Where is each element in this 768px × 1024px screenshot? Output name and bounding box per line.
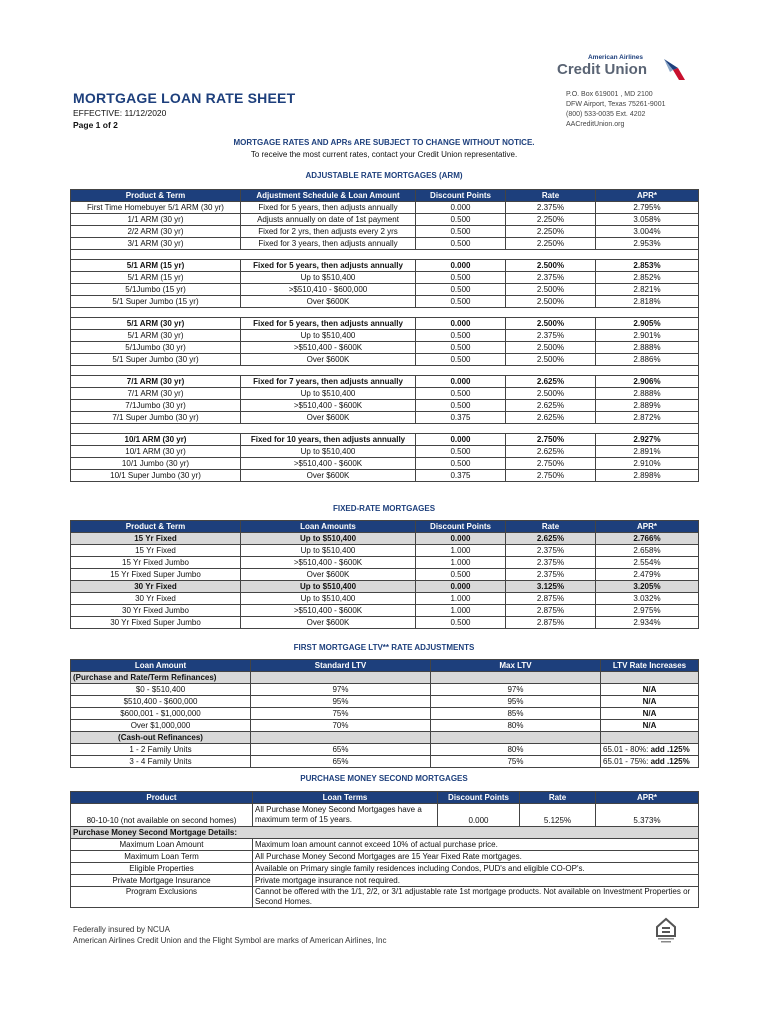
spacer-cell xyxy=(71,424,699,434)
table-cell: 70% xyxy=(251,720,431,732)
table-row xyxy=(71,720,699,732)
table-cell: 7/1 Super Jumbo (30 yr) xyxy=(71,412,241,424)
table-row xyxy=(71,470,699,482)
table-cell: 2.888% xyxy=(596,342,699,354)
table-cell: 2.888% xyxy=(596,388,699,400)
table-cell: 2.898% xyxy=(596,470,699,482)
table-cell: Fixed for 7 years, then adjusts annually xyxy=(241,376,416,388)
ltv-section-title: FIRST MORTGAGE LTV** RATE ADJUSTMENTS xyxy=(293,643,475,652)
credit-union-logo xyxy=(557,54,687,84)
table-cell: $510,400 - $600,000 xyxy=(71,696,251,708)
table-cell: Over $600K xyxy=(241,569,416,581)
table-cell: First Time Homebuyer 5/1 ARM (30 yr) xyxy=(71,202,241,214)
table-header-row xyxy=(71,190,699,202)
table-cell: 15 Yr Fixed Jumbo xyxy=(71,557,241,569)
table-cell: $600,001 - $1,000,000 xyxy=(71,708,251,720)
table-cell: 2.818% xyxy=(596,296,699,308)
table-cell: 2.625% xyxy=(506,400,596,412)
table-cell: 97% xyxy=(431,684,601,696)
table-row xyxy=(71,617,699,629)
empty-cell xyxy=(601,672,699,684)
second-section-title: PURCHASE MONEY SECOND MORTGAGES xyxy=(300,774,468,783)
table-cell: 2.934% xyxy=(596,617,699,629)
logo-small-text: American Airlines xyxy=(587,54,643,61)
table-cell: 80% xyxy=(431,720,601,732)
arm-section-title: ADJUSTABLE RATE MORTGAGES (ARM) xyxy=(305,171,463,180)
column-header: APR* xyxy=(596,792,699,804)
arm-table xyxy=(70,189,699,482)
table-row xyxy=(71,434,699,446)
table-cell: 3.205% xyxy=(596,581,699,593)
table-cell: 2.795% xyxy=(596,202,699,214)
spacer-cell xyxy=(71,308,699,318)
column-header: Loan Amount xyxy=(71,660,251,672)
table-cell: Over $600K xyxy=(241,412,416,424)
table-cell: 2.500% xyxy=(506,260,596,272)
table-cell: 30 Yr Fixed xyxy=(71,593,241,605)
column-header: Adjustment Schedule & Loan Amount xyxy=(241,190,416,202)
table-cell: 2.750% xyxy=(506,434,596,446)
table-cell: 65% xyxy=(251,744,431,756)
table-cell: 2.953% xyxy=(596,238,699,250)
phone-line: (800) 533-0035 Ext. 4202 xyxy=(566,111,646,118)
table-row xyxy=(71,296,699,308)
table-cell: 2.375% xyxy=(506,272,596,284)
table-cell: Up to $510,400 xyxy=(241,446,416,458)
table-cell: >$510,400 - $600K xyxy=(241,400,416,412)
page-number: Page 1 of 2 xyxy=(73,120,118,130)
table-cell: 0.500 xyxy=(416,400,506,412)
table-cell: 2.250% xyxy=(506,226,596,238)
table-row xyxy=(71,593,699,605)
table-cell: 5/1Jumbo (30 yr) xyxy=(71,342,241,354)
group-label: (Purchase and Rate/Term Refinances) xyxy=(71,672,251,684)
table-cell: 7/1Jumbo (30 yr) xyxy=(71,400,241,412)
table-cell: 2.250% xyxy=(506,238,596,250)
table-cell: 2.891% xyxy=(596,446,699,458)
table-cell: 2.875% xyxy=(506,617,596,629)
table-cell: 0.375 xyxy=(416,470,506,482)
logo-big-text: Credit Union xyxy=(557,61,647,78)
empty-cell xyxy=(431,732,601,744)
table-cell: 0.000 xyxy=(438,804,520,827)
table-subheader-row xyxy=(71,732,699,744)
table-cell: 3.125% xyxy=(506,581,596,593)
table-cell: 1/1 ARM (30 yr) xyxy=(71,214,241,226)
table-cell: 2.852% xyxy=(596,272,699,284)
table-cell: 0.500 xyxy=(416,238,506,250)
table-row xyxy=(71,318,699,330)
column-header: Loan Amounts xyxy=(241,521,416,533)
table-cell: 1.000 xyxy=(416,593,506,605)
table-header-row xyxy=(71,521,699,533)
table-cell: Up to $510,400 xyxy=(241,581,416,593)
table-row xyxy=(71,708,699,720)
table-cell: Fixed for 10 years, then adjusts annually xyxy=(241,434,416,446)
table-cell: 0.500 xyxy=(416,214,506,226)
column-header: Discount Points xyxy=(416,521,506,533)
column-header: Standard LTV xyxy=(251,660,431,672)
spacer-cell xyxy=(71,366,699,376)
table-cell: 2.975% xyxy=(596,605,699,617)
table-cell: 2.554% xyxy=(596,557,699,569)
table-cell: 0.500 xyxy=(416,342,506,354)
table-cell: 2.500% xyxy=(506,388,596,400)
table-cell: 2.906% xyxy=(596,376,699,388)
table-cell: Fixed for 5 years, then adjusts annually xyxy=(241,318,416,330)
table-cell: Up to $510,400 xyxy=(241,545,416,557)
table-cell: 1.000 xyxy=(416,605,506,617)
ltv-range: 65.01 - 80%: xyxy=(603,744,651,754)
table-cell: 1.000 xyxy=(416,557,506,569)
table-cell: 30 Yr Fixed Jumbo xyxy=(71,605,241,617)
table-cell: 0.500 xyxy=(416,226,506,238)
fixed-section-title: FIXED-RATE MORTGAGES xyxy=(332,504,436,513)
table-cell: Fixed for 2 yrs, then adjusts every 2 yrs xyxy=(241,226,416,238)
table-row xyxy=(71,581,699,593)
table-cell: 2.886% xyxy=(596,354,699,366)
address-line: P.O. Box 619001 , MD 2100 xyxy=(566,91,653,98)
address-line: DFW Airport, Texas 75261-9001 xyxy=(566,101,666,108)
ltv-increase-cell xyxy=(601,744,699,756)
table-cell: Up to $510,400 xyxy=(241,388,416,400)
table-cell: 95% xyxy=(431,696,601,708)
table-cell: 2.500% xyxy=(506,284,596,296)
contact-notice: To receive the most current rates, contact your Credit Union representative. xyxy=(250,150,518,159)
table-cell: Over $1,000,000 xyxy=(71,720,251,732)
table-cell: 0.500 xyxy=(416,388,506,400)
table-cell: 2.889% xyxy=(596,400,699,412)
table-row xyxy=(71,684,699,696)
table-cell: >$510,400 - $600K xyxy=(241,458,416,470)
spacer-row xyxy=(71,308,699,318)
empty-cell xyxy=(601,732,699,744)
table-row xyxy=(71,863,699,875)
table-cell: 80% xyxy=(431,744,601,756)
table-cell: 2.500% xyxy=(506,296,596,308)
detail-label: Eligible Properties xyxy=(71,863,253,875)
table-cell: 30 Yr Fixed xyxy=(71,581,241,593)
ltv-increase-cell xyxy=(601,756,699,768)
table-row xyxy=(71,804,699,827)
details-label: Purchase Money Second Mortgage Details: xyxy=(71,827,699,839)
table-cell: 15 Yr Fixed Super Jumbo xyxy=(71,569,241,581)
effective-date: EFFECTIVE: 11/12/2020 xyxy=(73,108,167,118)
table-cell: 0.500 xyxy=(416,569,506,581)
table-row xyxy=(71,354,699,366)
table-cell: 0.000 xyxy=(416,376,506,388)
table-cell: 15 Yr Fixed xyxy=(71,533,241,545)
table-cell: 0.000 xyxy=(416,434,506,446)
table-cell: 2.625% xyxy=(506,446,596,458)
table-cell: 2.500% xyxy=(506,354,596,366)
table-row xyxy=(71,533,699,545)
table-cell: 0.500 xyxy=(416,272,506,284)
table-row xyxy=(71,400,699,412)
table-cell: 2.375% xyxy=(506,202,596,214)
table-cell: N/A xyxy=(601,720,699,732)
table-cell: 10/1 ARM (30 yr) xyxy=(71,434,241,446)
table-cell: 3.032% xyxy=(596,593,699,605)
table-cell: 0.500 xyxy=(416,446,506,458)
table-cell: Over $600K xyxy=(241,296,416,308)
table-row xyxy=(71,569,699,581)
table-cell: 10/1 ARM (30 yr) xyxy=(71,446,241,458)
table-cell: >$510,410 - $600,000 xyxy=(241,284,416,296)
table-cell: 0.500 xyxy=(416,617,506,629)
table-cell: 0.000 xyxy=(416,260,506,272)
table-cell: Fixed for 3 years, then adjusts annually xyxy=(241,238,416,250)
table-cell: 85% xyxy=(431,708,601,720)
table-row xyxy=(71,851,699,863)
table-cell: $0 - $510,400 xyxy=(71,684,251,696)
table-cell: 2.625% xyxy=(506,376,596,388)
ltv-range: 65.01 - 75%: xyxy=(603,756,651,766)
table-row xyxy=(71,887,699,908)
table-row xyxy=(71,342,699,354)
column-header: Max LTV xyxy=(431,660,601,672)
table-cell: Up to $510,400 xyxy=(241,533,416,545)
table-cell: 5/1 ARM (15 yr) xyxy=(71,260,241,272)
column-header: Product & Term xyxy=(71,521,241,533)
table-cell: 0.500 xyxy=(416,284,506,296)
detail-value: Available on Primary single family residences including Condos, PUD's and eligible CO-OP's. xyxy=(253,863,699,875)
detail-label: Maximum Loan Term xyxy=(71,851,253,863)
table-cell: 3.058% xyxy=(596,214,699,226)
table-cell: 5/1 ARM (30 yr) xyxy=(71,330,241,342)
table-cell: 0.000 xyxy=(416,533,506,545)
table-cell: 10/1 Super Jumbo (30 yr) xyxy=(71,470,241,482)
detail-label: Program Exclusions xyxy=(71,887,253,908)
table-row xyxy=(71,458,699,470)
table-cell: Over $600K xyxy=(241,617,416,629)
table-cell: Fixed for 5 years, then adjusts annually xyxy=(241,202,416,214)
table-cell: 2.625% xyxy=(506,412,596,424)
table-cell: 2.375% xyxy=(506,545,596,557)
column-header: APR* xyxy=(596,190,699,202)
table-cell: 3/1 ARM (30 yr) xyxy=(71,238,241,250)
table-cell: 0.375 xyxy=(416,412,506,424)
footer xyxy=(73,924,386,946)
table-cell: 2.375% xyxy=(506,330,596,342)
table-cell: 2.875% xyxy=(506,605,596,617)
column-header: APR* xyxy=(596,521,699,533)
website-line: AACreditUnion.org xyxy=(566,121,625,128)
column-header: Rate xyxy=(520,792,596,804)
table-cell: 5.373% xyxy=(596,804,699,827)
column-header: Product xyxy=(71,792,253,804)
spacer-cell xyxy=(71,250,699,260)
table-cell: Adjusts annually on date of 1st payment xyxy=(241,214,416,226)
table-cell: 2.750% xyxy=(506,458,596,470)
table-row xyxy=(71,557,699,569)
table-cell: 15 Yr Fixed xyxy=(71,545,241,557)
column-header: Discount Points xyxy=(416,190,506,202)
table-cell: Over $600K xyxy=(241,354,416,366)
table-row xyxy=(71,756,699,768)
table-row xyxy=(71,605,699,617)
second-table xyxy=(70,791,699,908)
table-cell: 1.000 xyxy=(416,545,506,557)
table-cell: N/A xyxy=(601,696,699,708)
table-cell: 5/1 Super Jumbo (15 yr) xyxy=(71,296,241,308)
table-row xyxy=(71,272,699,284)
empty-cell xyxy=(431,672,601,684)
page-title: MORTGAGE LOAN RATE SHEET xyxy=(73,90,296,106)
table-cell: 0.000 xyxy=(416,318,506,330)
table-cell: 2.901% xyxy=(596,330,699,342)
table-cell: Up to $510,400 xyxy=(241,272,416,284)
table-row xyxy=(71,330,699,342)
fixed-table xyxy=(70,520,699,629)
table-cell: 0.500 xyxy=(416,458,506,470)
table-cell: 7/1 ARM (30 yr) xyxy=(71,388,241,400)
detail-value: Private mortgage insurance not required. xyxy=(253,875,699,887)
table-cell: 65% xyxy=(251,756,431,768)
table-cell: 5/1 ARM (30 yr) xyxy=(71,318,241,330)
table-cell: 2.500% xyxy=(506,342,596,354)
address-block xyxy=(566,90,665,130)
detail-label: Private Mortgage Insurance xyxy=(71,875,253,887)
table-cell: 0.500 xyxy=(416,354,506,366)
table-cell: >$510,400 - $600K xyxy=(241,342,416,354)
table-row xyxy=(71,214,699,226)
table-row xyxy=(71,412,699,424)
ltv-table xyxy=(70,659,699,768)
table-row xyxy=(71,545,699,557)
column-header: Rate xyxy=(506,190,596,202)
column-header: Rate xyxy=(506,521,596,533)
table-cell: 97% xyxy=(251,684,431,696)
detail-label: Maximum Loan Amount xyxy=(71,839,253,851)
empty-cell xyxy=(251,672,431,684)
equal-housing-opportunity-icon xyxy=(655,916,677,944)
table-cell: 2.821% xyxy=(596,284,699,296)
table-cell: 2.910% xyxy=(596,458,699,470)
table-cell: All Purchase Money Second Mortgages have a maximum term of 15 years. xyxy=(253,804,438,827)
table-cell: 2.875% xyxy=(506,593,596,605)
table-cell: 3.004% xyxy=(596,226,699,238)
table-row xyxy=(71,260,699,272)
table-cell: N/A xyxy=(601,684,699,696)
table-cell: 3 - 4 Family Units xyxy=(71,756,251,768)
table-cell: 30 Yr Fixed Super Jumbo xyxy=(71,617,241,629)
table-cell: >$510,400 - $600K xyxy=(241,557,416,569)
table-cell: 5.125% xyxy=(520,804,596,827)
column-header: Discount Points xyxy=(438,792,520,804)
detail-value: Cannot be offered with the 1/1, 2/2, or 3/1 adjustable rate 1st mortgage products. Not available on Investment Properties or Second Homes. xyxy=(253,887,699,908)
table-row xyxy=(71,388,699,400)
spacer-row xyxy=(71,250,699,260)
table-row xyxy=(71,238,699,250)
trademark-notice: American Airlines Credit Union and the Flight Symbol are marks of American Airlines, Inc xyxy=(73,936,387,945)
table-row xyxy=(71,446,699,458)
column-header: Loan Terms xyxy=(253,792,438,804)
table-cell: 2.766% xyxy=(596,533,699,545)
table-cell: N/A xyxy=(601,708,699,720)
table-row xyxy=(71,744,699,756)
column-header: Product & Term xyxy=(71,190,241,202)
flight-symbol-icon xyxy=(661,56,687,82)
table-row xyxy=(71,284,699,296)
column-header: LTV Rate Increases xyxy=(601,660,699,672)
table-cell: 2.479% xyxy=(596,569,699,581)
table-row xyxy=(71,376,699,388)
table-cell: 2.250% xyxy=(506,214,596,226)
ncua-notice: Federally insured by NCUA xyxy=(73,925,170,934)
table-header-row xyxy=(71,660,699,672)
table-cell: 2.927% xyxy=(596,434,699,446)
table-cell: 2/2 ARM (30 yr) xyxy=(71,226,241,238)
table-cell: Fixed for 5 years, then adjusts annually xyxy=(241,260,416,272)
table-row xyxy=(71,202,699,214)
spacer-row xyxy=(71,424,699,434)
table-cell: >$510,400 - $600K xyxy=(241,605,416,617)
table-header-row xyxy=(71,792,699,804)
table-row xyxy=(71,839,699,851)
table-cell: 10/1 Jumbo (30 yr) xyxy=(71,458,241,470)
table-cell: 1 - 2 Family Units xyxy=(71,744,251,756)
table-cell: 0.500 xyxy=(416,330,506,342)
table-cell: 2.905% xyxy=(596,318,699,330)
rate-change-notice: MORTGAGE RATES AND APRs ARE SUBJECT TO CHANGE WITHOUT NOTICE. xyxy=(233,138,535,147)
table-cell: 80-10-10 (not available on second homes) xyxy=(71,804,253,827)
group-label: (Cash-out Refinances) xyxy=(71,732,251,744)
table-cell: 75% xyxy=(431,756,601,768)
table-cell: 2.853% xyxy=(596,260,699,272)
table-cell: 2.500% xyxy=(506,318,596,330)
table-cell: 2.625% xyxy=(506,533,596,545)
detail-value: All Purchase Money Second Mortgages are 15 Year Fixed Rate mortgages. xyxy=(253,851,699,863)
table-cell: 5/1 ARM (15 yr) xyxy=(71,272,241,284)
table-cell: 7/1 ARM (30 yr) xyxy=(71,376,241,388)
table-cell: Up to $510,400 xyxy=(241,330,416,342)
table-cell: 0.000 xyxy=(416,581,506,593)
table-cell: 0.500 xyxy=(416,296,506,308)
table-cell: 2.375% xyxy=(506,557,596,569)
table-cell: 95% xyxy=(251,696,431,708)
table-subheader-row xyxy=(71,827,699,839)
table-row xyxy=(71,875,699,887)
table-cell: 5/1 Super Jumbo (30 yr) xyxy=(71,354,241,366)
table-cell: Up to $510,400 xyxy=(241,593,416,605)
table-cell: 0.000 xyxy=(416,202,506,214)
ltv-add: add .125% xyxy=(650,756,690,766)
table-cell: 2.658% xyxy=(596,545,699,557)
detail-value: Maximum loan amount cannot exceed 10% of actual purchase price. xyxy=(253,839,699,851)
table-subheader-row xyxy=(71,672,699,684)
table-cell: 75% xyxy=(251,708,431,720)
table-row xyxy=(71,696,699,708)
table-row xyxy=(71,226,699,238)
table-cell: 2.750% xyxy=(506,470,596,482)
ltv-add: add .125% xyxy=(650,744,690,754)
table-cell: 2.375% xyxy=(506,569,596,581)
spacer-row xyxy=(71,366,699,376)
table-cell: 2.872% xyxy=(596,412,699,424)
empty-cell xyxy=(251,732,431,744)
table-cell: Over $600K xyxy=(241,470,416,482)
table-cell: 5/1Jumbo (15 yr) xyxy=(71,284,241,296)
